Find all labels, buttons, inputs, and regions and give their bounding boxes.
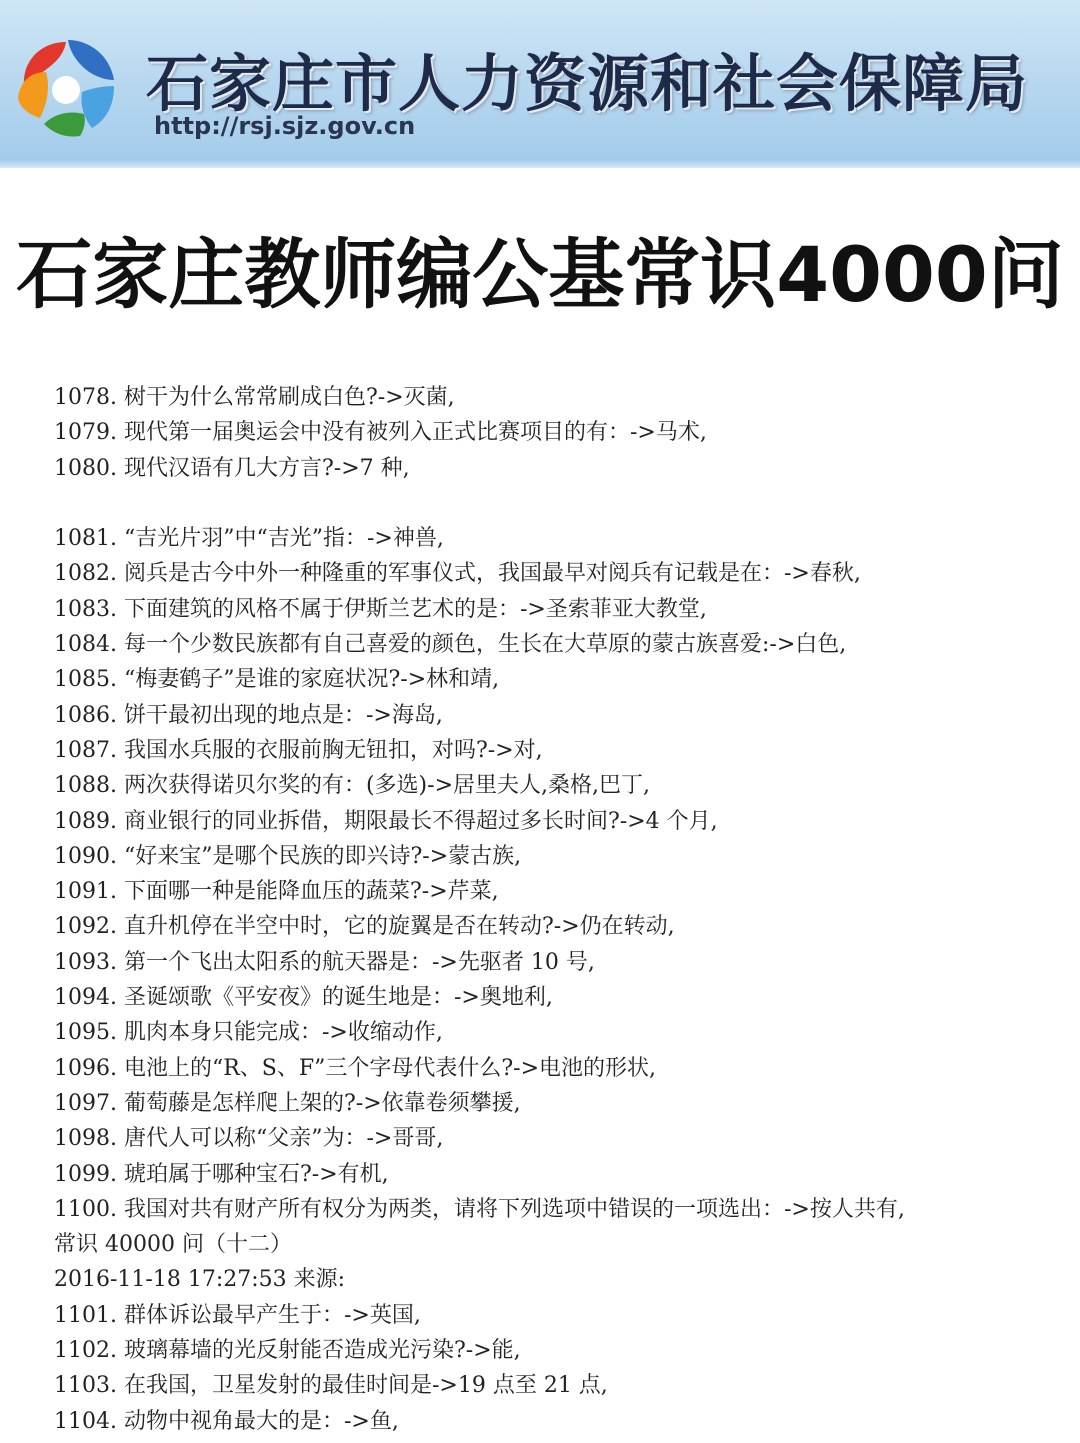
list-item: 1081. “吉光片羽”中“吉光”指：->神兽, xyxy=(54,526,444,552)
org-name: 石家庄市人力资源和社会保障局 xyxy=(146,47,1029,120)
list-item: 1104. 动物中视角最大的是：->鱼, xyxy=(54,1408,399,1434)
list-item: 1084. 每一个少数民族都有自己喜爱的颜色，生长在大草原的蒙古族喜爱:->白色, xyxy=(54,632,847,658)
list-item: 1082. 阅兵是古今中外一种隆重的军事仪式，我国最早对阅兵有记载是在：->春秋, xyxy=(54,561,861,587)
list-item: 1092. 直升机停在半空中时，它的旋翼是否在转动?->仍在转动, xyxy=(54,914,675,940)
list-item: 1094. 圣诞颂歌《平安夜》的诞生地是：->奥地利, xyxy=(54,985,553,1011)
section-heading: 常识 40000 问（十二） xyxy=(54,1232,292,1258)
list-item: 1101. 群体诉讼最早产生于：->英国, xyxy=(54,1302,421,1328)
list-item: 1088. 两次获得诺贝尔奖的有：(多选)->居里夫人,桑格,巴丁, xyxy=(54,773,650,799)
site-banner xyxy=(0,0,1080,168)
list-item: 1095. 肌肉本身只能完成：->收缩动作, xyxy=(54,1020,443,1046)
list-item: 1086. 饼干最初出现的地点是：->海岛, xyxy=(54,702,443,728)
list-item: 1091. 下面哪一种是能降血压的蔬菜?->芹菜, xyxy=(54,879,499,905)
list-item: 1097. 葡萄藤是怎样爬上架的?->依靠卷须攀援, xyxy=(54,1090,521,1116)
pinwheel-logo-icon xyxy=(10,28,122,140)
spacer xyxy=(54,486,1064,521)
list-item: 1083. 下面建筑的风格不属于伊斯兰艺术的是：->圣索菲亚大教堂, xyxy=(54,596,707,622)
list-item: 1078. 树干为什么常常刷成白色?->灭菌, xyxy=(54,385,455,410)
list-item: 1093. 第一个飞出太阳系的航天器是：->先驱者 10 号, xyxy=(54,949,595,975)
list-item: 1085. “梅妻鹤子”是谁的家庭状况?->林和靖, xyxy=(54,667,500,693)
qa-list xyxy=(54,380,1064,1439)
list-item: 1087. 我国水兵服的衣服前胸无钮扣，对吗?->对, xyxy=(54,737,543,763)
list-item: 1080. 现代汉语有几大方言?->7 种, xyxy=(54,455,410,481)
list-item: 1099. 琥珀属于哪种宝石?->有机, xyxy=(54,1161,389,1187)
page-title: 石家庄教师编公基常识4000问 xyxy=(16,230,1064,319)
list-item: 1102. 玻璃幕墙的光反射能否造成光污染?->能, xyxy=(54,1338,521,1364)
org-url[interactable]: http://rsj.sjz.gov.cn xyxy=(154,112,416,140)
list-item: 1090. “好来宝”是哪个民族的即兴诗?->蒙古族, xyxy=(54,843,522,869)
list-item: 1096. 电池上的“R、S、F”三个字母代表什么?->电池的形状, xyxy=(54,1055,657,1081)
list-item: 1100. 我国对共有财产所有权分为两类，请将下列选项中错误的一项选出：->按人共有, xyxy=(54,1196,905,1222)
list-item: 1103. 在我国，卫星发射的最佳时间是->19 点至 21 点, xyxy=(54,1373,608,1399)
timestamp-source: 2016-11-18 17:27:53 来源: xyxy=(54,1267,346,1293)
list-item: 1079. 现代第一届奥运会中没有被列入正式比赛项目的有：->马术, xyxy=(54,420,707,446)
list-item: 1098. 唐代人可以称“父亲”为：->哥哥, xyxy=(54,1126,444,1152)
list-item: 1089. 商业银行的同业拆借，期限最长不得超过多长时间?->4 个月, xyxy=(54,808,718,834)
